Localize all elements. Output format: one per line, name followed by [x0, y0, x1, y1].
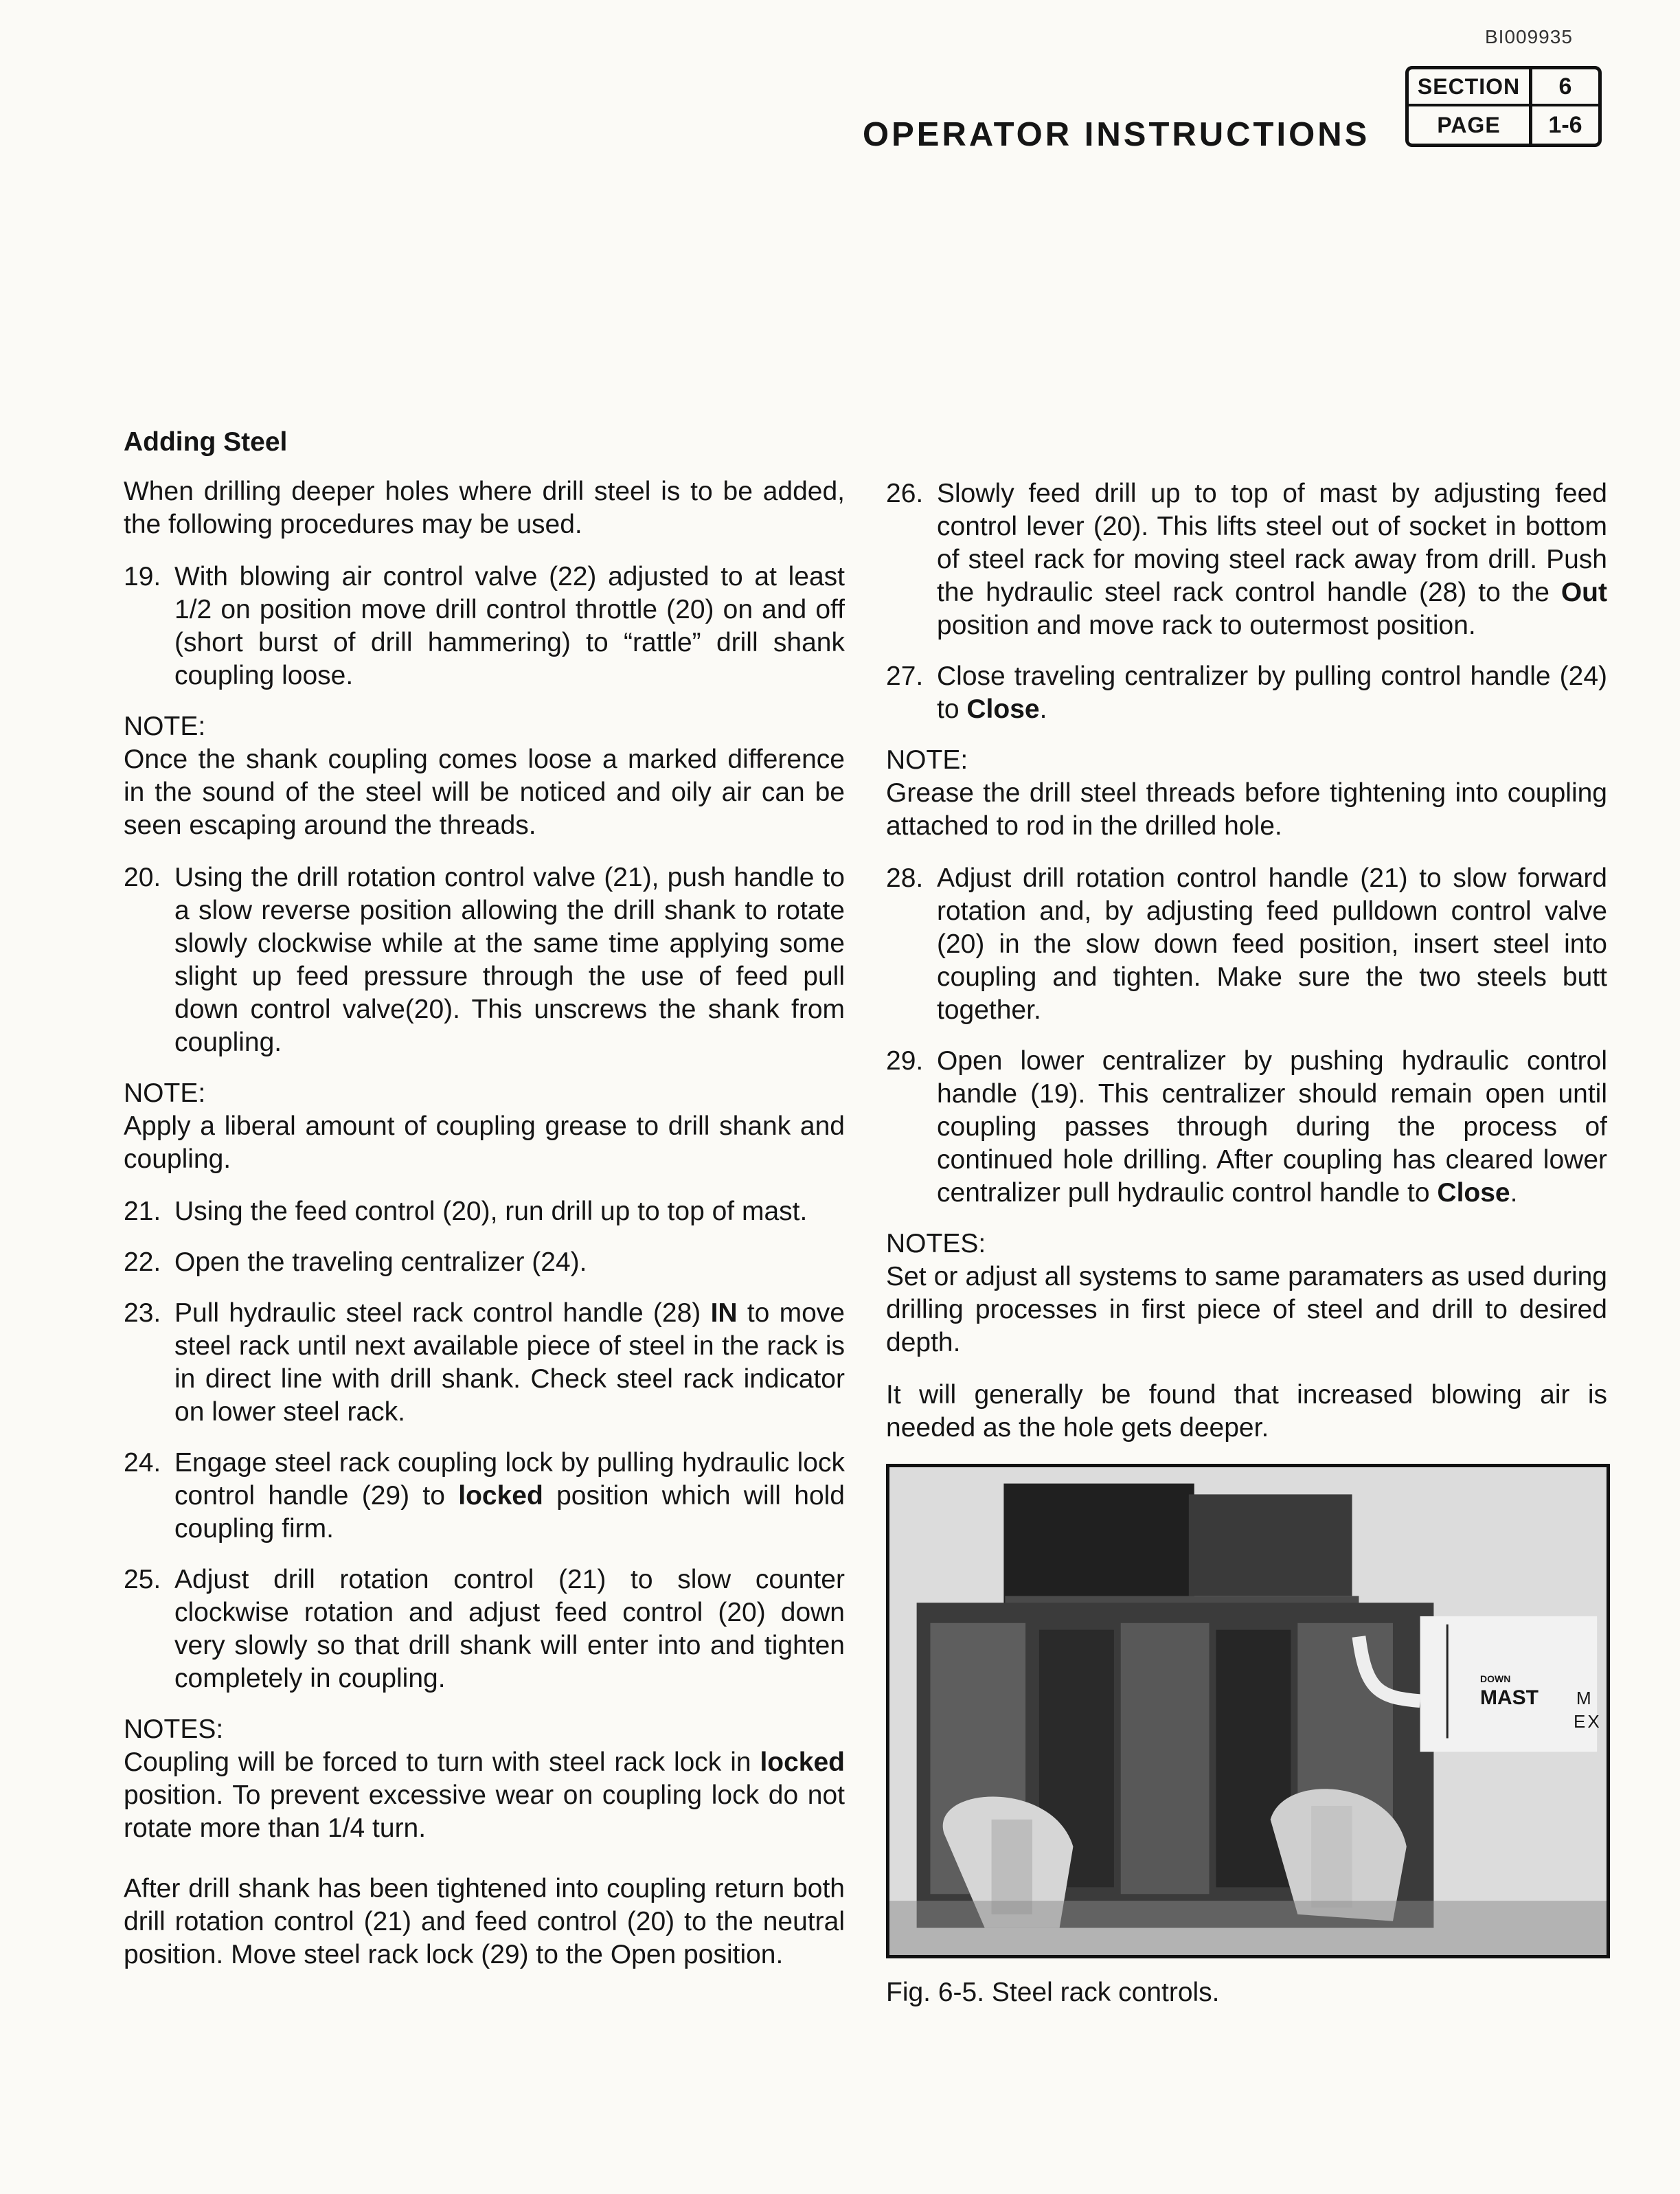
photo-label-ex: EX — [1574, 1711, 1602, 1732]
emphasis: Out — [1560, 578, 1607, 607]
step-number: 23. — [124, 1298, 161, 1328]
step-text: Open lower centralizer by pushing hydraulic control handle (19). This centralizer should remain open until coupling passes through during the process of continued hole drilling. After coupling has cleared lower centralizer pull hydraulic control handle to Close. — [937, 1046, 1607, 1208]
closing-paragraph: After drill shank has been tightened into coupling return both drill rotation control (21) and feed control (20) to the neutral position. Move steel rack lock (29) to the Open position. — [124, 1874, 845, 1969]
step-text: Pull hydraulic steel rack control handle (28) IN to move steel rack until next available piece of steel in the rack is in direct line with drill shank. Check steel rack indicator on lower steel rack. — [174, 1298, 845, 1427]
step-text: Slowly feed drill up to top of mast by adjusting feed control lever (20). This lifts steel out of socket in bottom of steel rack for moving steel rack away from drill. Push the hydraulic steel rack control handle (28) to the Out position and move rack to outermost position. — [937, 479, 1607, 640]
emphasis: Close — [1437, 1178, 1510, 1208]
step-25 — [124, 1563, 845, 1695]
step-text: Adjust drill rotation control handle (21) to slow forward rotation and, by adjusting feed pulldown control valve (20) in the slow down feed position, insert steel into coupling and tighten. Make sure the two steels butt together. — [937, 863, 1607, 1025]
step-19 — [124, 561, 845, 692]
emphasis: Close — [966, 694, 1040, 724]
step-number: 22. — [124, 1247, 161, 1277]
page-title: OPERATOR INSTRUCTIONS — [863, 116, 1370, 153]
step-text: Engage steel rack coupling lock by pulling hydraulic lock control handle (29) to locked position which will hold coupling firm. — [174, 1448, 845, 1543]
steel-rack-controls-photo — [886, 1464, 1610, 1958]
step-number: 20. — [124, 863, 161, 892]
step-text: Open the traveling centralizer (24). — [174, 1247, 587, 1277]
notes-label: NOTES: — [124, 1715, 224, 1744]
notes-text: Coupling will be forced to turn with steel rack lock in locked position. To prevent excessive wear on coupling lock do not rotate more than 1/4 turn. — [124, 1748, 845, 1843]
photo-label-m: M — [1576, 1688, 1591, 1708]
step-number: 25. — [124, 1565, 161, 1594]
left-column — [124, 426, 845, 1991]
right-column — [886, 477, 1607, 2009]
step-26 — [886, 477, 1607, 642]
photo-label-down: DOWN — [1480, 1673, 1511, 1684]
step-number: 27. — [886, 661, 924, 691]
step-text: Close traveling centralizer by pulling control handle (24) to Close. — [937, 661, 1607, 724]
emphasis: locked — [760, 1748, 845, 1777]
note-text: Once the shank coupling comes loose a marked difference in the sound of the steel will be noticed and oily air can be seen escaping around the threads. — [124, 745, 845, 840]
step-27 — [886, 660, 1607, 726]
step-text: Adjust drill rotation control (21) to slow counter clockwise rotation and adjust feed control (20) down very slowly so that drill shank will enter into and tighten completely in coupling. — [174, 1565, 845, 1693]
section-value: 6 — [1532, 69, 1598, 106]
note-label: NOTE: — [124, 1078, 206, 1108]
step-20 — [124, 861, 845, 1059]
step-24 — [124, 1447, 845, 1546]
step-text: With blowing air control valve (22) adjusted to at least 1/2 on position move drill control throttle (20) on and off (short burst of drill hammering) to “rattle” drill shank coupling loose. — [174, 562, 845, 690]
intro-paragraph: When drilling deeper holes where drill steel is to be added, the following procedures may be used. — [124, 477, 845, 539]
section-label: SECTION — [1409, 69, 1532, 106]
step-number: 28. — [886, 863, 924, 893]
figure-caption: Fig. 6-5. Steel rack controls. — [886, 1978, 1220, 2007]
note-text: Grease the drill steel threads before tightening into coupling attached to rod in the drilled hole. — [886, 778, 1607, 841]
page-label: PAGE — [1409, 106, 1532, 144]
step-text: Using the feed control (20), run drill up to top of mast. — [174, 1197, 808, 1226]
section-page-box — [1405, 66, 1602, 147]
section-heading: Adding Steel — [124, 427, 288, 457]
step-number: 19. — [124, 562, 161, 591]
step-number: 29. — [886, 1046, 924, 1076]
photo-label-mast: MAST — [1480, 1686, 1539, 1709]
step-22 — [124, 1246, 845, 1279]
step-text: Using the drill rotation control valve (21), push handle to a slow reverse position allowing the drill shank to rotate slowly clockwise while at the same time applying some slight up feed pressure through the use of feed pull down control valve(20). This unscrews the shank from coupling. — [174, 863, 845, 1057]
step-number: 26. — [886, 479, 924, 508]
step-28 — [886, 862, 1607, 1027]
notes-text: Set or adjust all systems to same paramaters as used during drilling processes in first piece of steel and drill to desired depth. — [886, 1262, 1607, 1357]
note-label: NOTE: — [886, 745, 968, 775]
step-number: 21. — [124, 1197, 161, 1226]
notes-label: NOTES: — [886, 1229, 986, 1258]
step-number: 24. — [124, 1448, 161, 1478]
note-label: NOTE: — [124, 712, 206, 741]
emphasis: IN — [710, 1298, 738, 1328]
document-id: BI009935 — [1485, 26, 1573, 47]
blowing-air-paragraph: It will generally be found that increased blowing air is needed as the hole gets deeper. — [886, 1380, 1607, 1443]
note-text: Apply a liberal amount of coupling grease to drill shank and coupling. — [124, 1111, 845, 1174]
page-value: 1-6 — [1548, 111, 1582, 138]
emphasis: locked — [458, 1481, 543, 1511]
step-23 — [124, 1297, 845, 1429]
step-21 — [124, 1195, 845, 1228]
step-29 — [886, 1045, 1607, 1210]
